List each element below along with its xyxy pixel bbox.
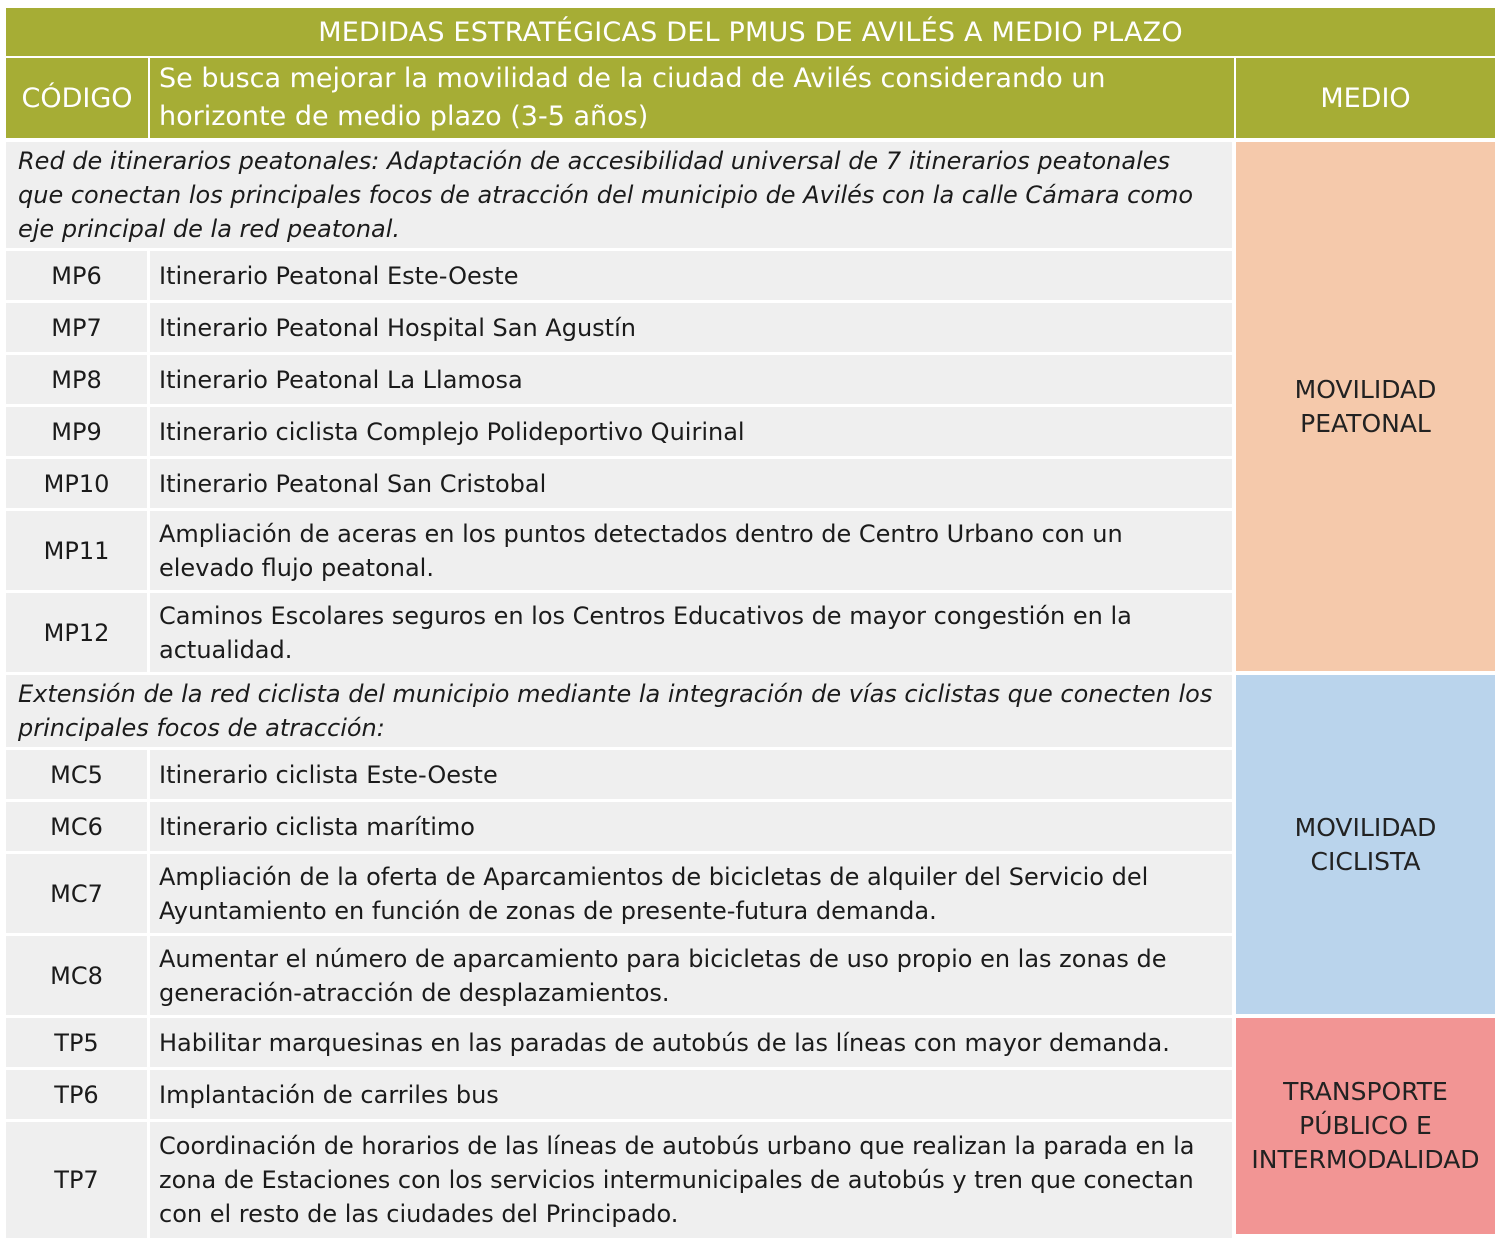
measure-description: Aumentar el número de aparcamiento para bicicletas de uso propio en las zonas de generación-atracción de desplazamientos. [150,936,1236,1018]
medio-ciclista-line: MOVILIDAD [1294,812,1437,842]
measure-code: TP6 [6,1070,150,1122]
measure-description: Ampliación de la oferta de Aparcamientos de bicicletas de alquiler del Servicio del Ayuntamiento en función de zonas de presente-futura demanda. [150,854,1236,936]
measure-code: MC6 [6,802,150,854]
table-row [6,1018,1495,1070]
measures-sheet [6,8,1495,1238]
measure-description: Ampliación de aceras en los puntos detectados dentro de Centro Urbano con un elevado flujo peatonal. [150,511,1236,593]
medio-peatonal-line: PEATONAL [1300,408,1431,438]
measure-description: Coordinación de horarios de las líneas de autobús urbano que realizan la parada en la zona de Estaciones con los servicios intermunicipales de autobús y tren que conectan con el resto de las ciudades del Principado. [150,1122,1236,1238]
medio-transporte [1236,1018,1495,1238]
measure-description: Itinerario Peatonal San Cristobal [150,459,1236,511]
medio-transporte-line: PÚBLICO E [1299,1111,1432,1140]
measure-code: TP5 [6,1018,150,1070]
measure-description: Caminos Escolares seguros en los Centros Educativos de mayor congestión en la actualidad. [150,593,1236,675]
column-header-description: Se busca mejorar la movilidad de la ciudad de Avilés considerando un horizonte de medio plazo (3-5 años) [150,58,1236,142]
measures-table [6,8,1495,1238]
measure-code: MP11 [6,511,150,593]
measure-description: Itinerario ciclista Este-Oeste [150,750,1236,802]
measure-description: Habilitar marquesinas en las paradas de autobús de las líneas con mayor demanda. [150,1018,1236,1070]
medio-ciclista [1236,675,1495,1018]
header-row [6,58,1495,142]
measure-code: TP7 [6,1122,150,1238]
medio-ciclista-line: CICLISTA [1310,846,1421,876]
medio-peatonal-line: MOVILIDAD [1294,374,1437,404]
measure-code: MC7 [6,854,150,936]
medio-transporte-line: TRANSPORTE [1283,1077,1448,1106]
medio-peatonal [1236,142,1495,675]
medio-transporte-line: INTERMODALIDAD [1251,1145,1480,1174]
measure-description: Itinerario Peatonal Hospital San Agustín [150,303,1236,355]
measure-code: MP9 [6,407,150,459]
measure-description: Itinerario Peatonal La Llamosa [150,355,1236,407]
measure-description: Implantación de carriles bus [150,1070,1236,1122]
group-intro-row-peatonal [6,142,1495,251]
measure-code: MC8 [6,936,150,1018]
column-header-medio: MEDIO [1236,58,1495,142]
title-row [6,8,1495,58]
measure-description: Itinerario Peatonal Este-Oeste [150,251,1236,303]
measure-code: MP10 [6,459,150,511]
measure-code: MC5 [6,750,150,802]
measure-code: MP8 [6,355,150,407]
measure-description: Itinerario ciclista Complejo Polideportivo Quirinal [150,407,1236,459]
group-intro-row-ciclista [6,675,1495,750]
group-intro-peatonal: Red de itinerarios peatonales: Adaptación de accesibilidad universal de 7 itinerarios peatonales que conectan los principales focos de atracción del municipio de Avilés con la calle Cámara como eje principal de la red peatonal. [6,142,1236,251]
table-title: MEDIDAS ESTRATÉGICAS DEL PMUS DE AVILÉS A MEDIO PLAZO [6,8,1495,58]
measure-code: MP7 [6,303,150,355]
group-intro-ciclista: Extensión de la red ciclista del municipio mediante la integración de vías ciclistas que conecten los principales focos de atracción: [6,675,1236,750]
measure-code: MP12 [6,593,150,675]
column-header-code: CÓDIGO [6,58,150,142]
measure-description: Itinerario ciclista marítimo [150,802,1236,854]
measure-code: MP6 [6,251,150,303]
